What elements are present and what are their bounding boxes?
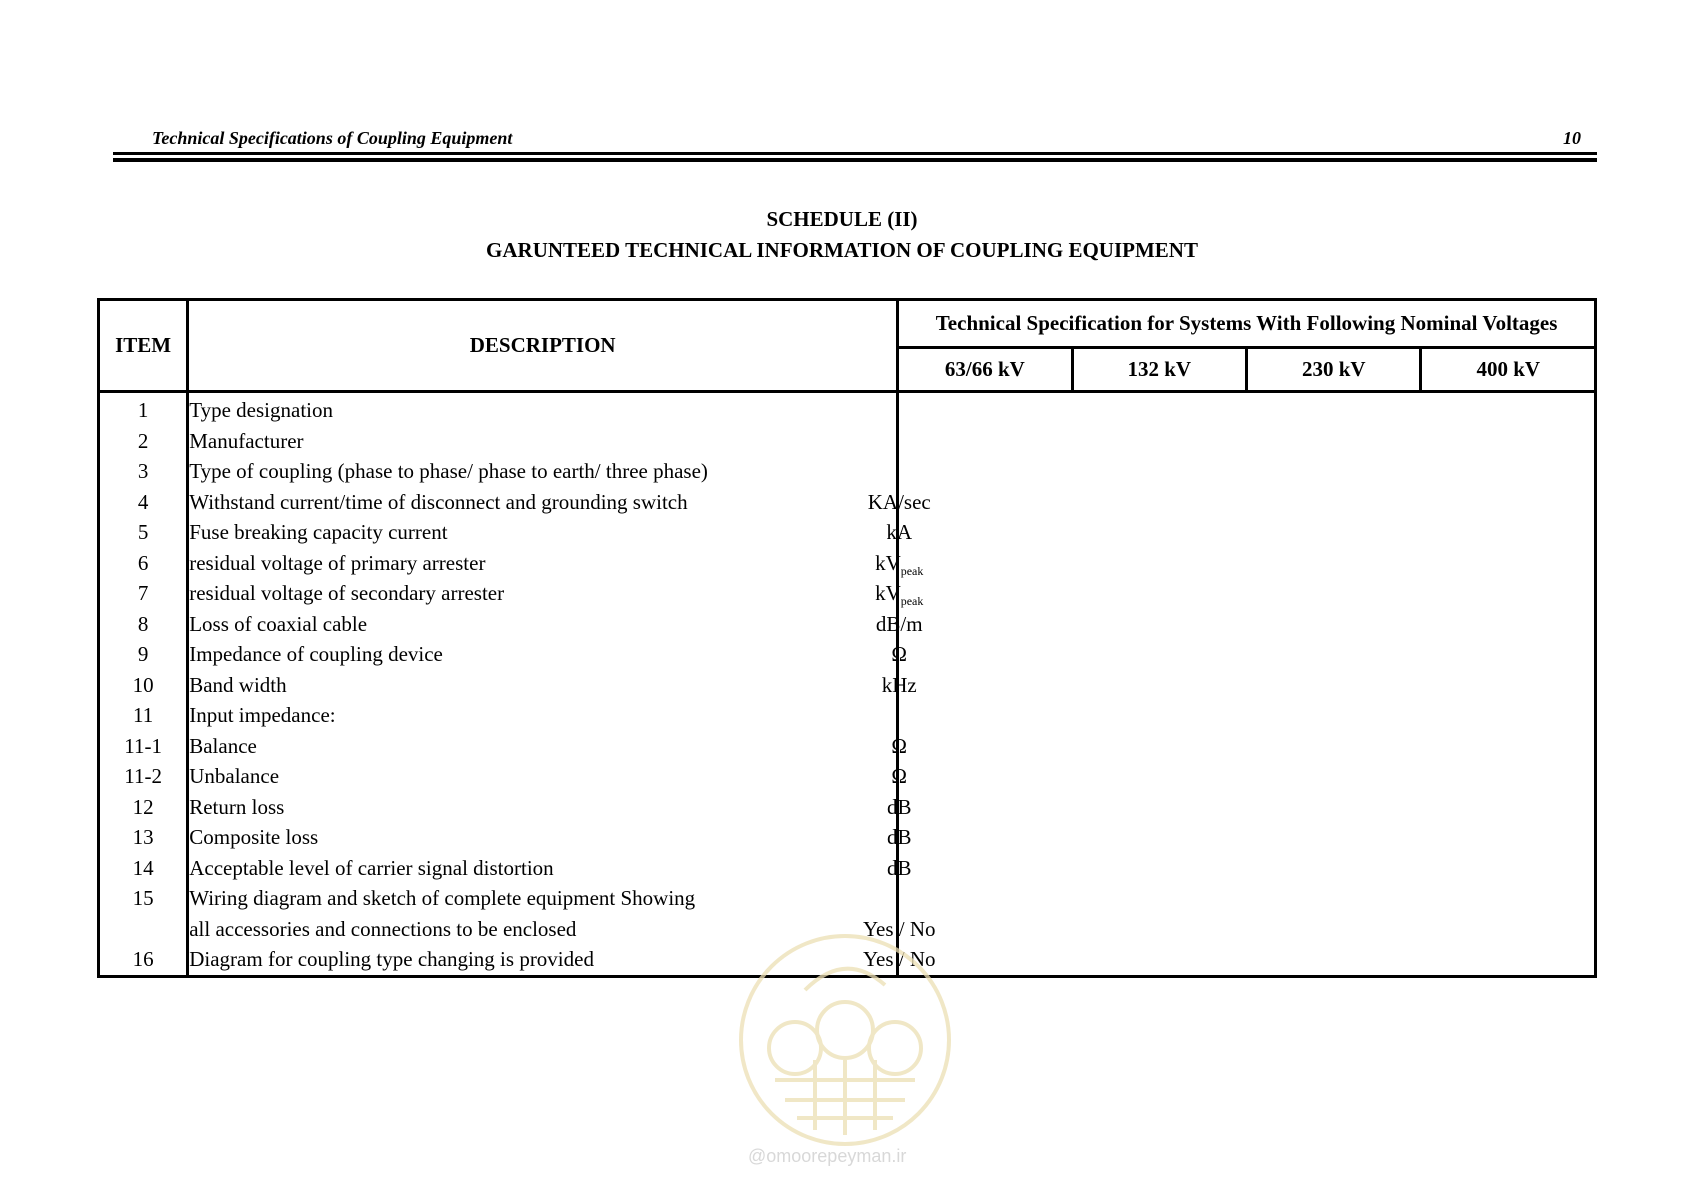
unit-text: kV — [875, 581, 901, 605]
description-text: Return loss — [189, 794, 285, 819]
description-cell — [188, 392, 898, 426]
item-number: 6 — [99, 548, 188, 579]
description-cell — [188, 456, 898, 487]
item-number: 12 — [99, 792, 188, 823]
description-cell — [188, 853, 912, 884]
description-cell — [188, 670, 917, 701]
description-text: Impedance of coupling device — [189, 642, 443, 666]
unit-text: Ω — [891, 764, 908, 788]
unit-text: kV — [875, 550, 901, 575]
unit-text: Yes / No — [862, 916, 936, 941]
item-column-header: ITEM — [99, 300, 188, 392]
description-cell — [188, 883, 898, 914]
page-number: 10 — [1563, 128, 1581, 148]
item-number: 10 — [99, 670, 188, 701]
unit-label — [859, 487, 939, 518]
watermark-text: @omoorepeyman.ir — [748, 1146, 907, 1166]
description-cell — [188, 487, 931, 518]
unit-label — [859, 609, 939, 640]
item-number: 8 — [99, 609, 188, 640]
unit-text: Ω — [891, 642, 908, 666]
header-rule-thin — [113, 152, 1597, 155]
description-text: residual voltage of primary arrester — [189, 550, 486, 575]
item-number: 11 — [99, 700, 188, 731]
unit-label — [859, 517, 939, 548]
description-cell — [188, 731, 908, 762]
voltage-values-area — [898, 392, 1596, 977]
description-text: all accessories and connections to be enclosed — [189, 916, 577, 941]
item-number: 7 — [99, 578, 188, 609]
description-text: Wiring diagram and sketch of complete equipment Showing — [189, 886, 696, 910]
spec-group-header: Technical Specification for Systems With Following Nominal Voltages — [898, 300, 1596, 348]
schedule-title: SCHEDULE (II) — [766, 207, 918, 231]
unit-label — [859, 761, 939, 792]
item-number — [99, 914, 188, 945]
unit-text: Ω — [891, 733, 908, 758]
unit-text: dB — [886, 855, 912, 880]
unit-label — [859, 731, 939, 762]
description-text: Acceptable level of carrier signal distortion — [189, 855, 554, 880]
unit-text: kHz — [881, 672, 917, 697]
table-row — [99, 392, 1596, 426]
unit-text: dB/m — [875, 611, 923, 636]
description-cell — [188, 792, 912, 823]
description-cell — [188, 517, 913, 548]
description-cell — [188, 426, 898, 457]
unit-label — [859, 853, 939, 884]
spec-table-body — [99, 392, 1596, 977]
description-text: Composite loss — [189, 825, 319, 849]
spec-table — [97, 298, 1597, 978]
description-column-header: DESCRIPTION — [188, 300, 898, 392]
unit-text: dB — [886, 794, 912, 819]
description-text: Manufacturer — [189, 428, 304, 453]
item-number: 5 — [99, 517, 188, 548]
voltage-header-230: 230 kV — [1247, 348, 1421, 392]
description-text: Withstand current/time of disconnect and grounding switch — [189, 489, 688, 514]
voltage-header-132: 132 kV — [1072, 348, 1246, 392]
description-text: Balance — [189, 733, 257, 758]
unit-text: dB — [886, 825, 912, 849]
unit-text: kA — [886, 520, 913, 544]
description-cell — [188, 822, 912, 853]
description-text: Type designation — [189, 398, 333, 422]
item-number: 15 — [99, 883, 188, 914]
unit-label — [859, 822, 939, 853]
voltage-header-63-66: 63/66 kV — [898, 348, 1072, 392]
item-number: 16 — [99, 944, 188, 976]
unit-label — [859, 792, 939, 823]
description-text: Fuse breaking capacity current — [189, 520, 448, 544]
item-number: 9 — [99, 639, 188, 670]
unit-subscript: peak — [900, 563, 924, 578]
voltage-header-400: 400 kV — [1421, 348, 1596, 392]
unit-text: KA/sec — [867, 489, 931, 514]
watermark-logo — [735, 930, 955, 1150]
description-cell — [188, 761, 908, 792]
item-number: 14 — [99, 853, 188, 884]
item-number: 11-2 — [99, 761, 188, 792]
item-number: 11-1 — [99, 731, 188, 762]
item-number: 1 — [99, 392, 188, 426]
item-number: 13 — [99, 822, 188, 853]
description-text: Type of coupling (phase to phase/ phase to earth/ three phase) — [189, 459, 708, 483]
header-rule-thick — [113, 158, 1597, 162]
description-text: Input impedance: — [189, 703, 336, 727]
item-number: 3 — [99, 456, 188, 487]
description-text: Unbalance — [189, 764, 280, 788]
description-cell — [188, 548, 924, 579]
unit-subscript: peak — [900, 594, 924, 609]
description-text: residual voltage of secondary arrester — [189, 581, 505, 605]
unit-label — [859, 670, 939, 701]
description-text: Loss of coaxial cable — [189, 611, 368, 636]
description-cell — [188, 609, 923, 640]
description-text: Band width — [189, 672, 287, 697]
schedule-subtitle: GARUNTEED TECHNICAL INFORMATION OF COUPLING EQUIPMENT — [486, 238, 1198, 262]
description-cell — [188, 700, 898, 731]
item-number: 2 — [99, 426, 188, 457]
unit-label — [859, 639, 939, 670]
header-title: Technical Specifications of Coupling Equipment — [152, 128, 513, 148]
description-cell — [188, 578, 924, 609]
item-number: 4 — [99, 487, 188, 518]
description-cell — [188, 639, 908, 670]
unit-text: Yes / No — [862, 947, 936, 971]
description-text: Diagram for coupling type changing is provided — [189, 947, 594, 971]
